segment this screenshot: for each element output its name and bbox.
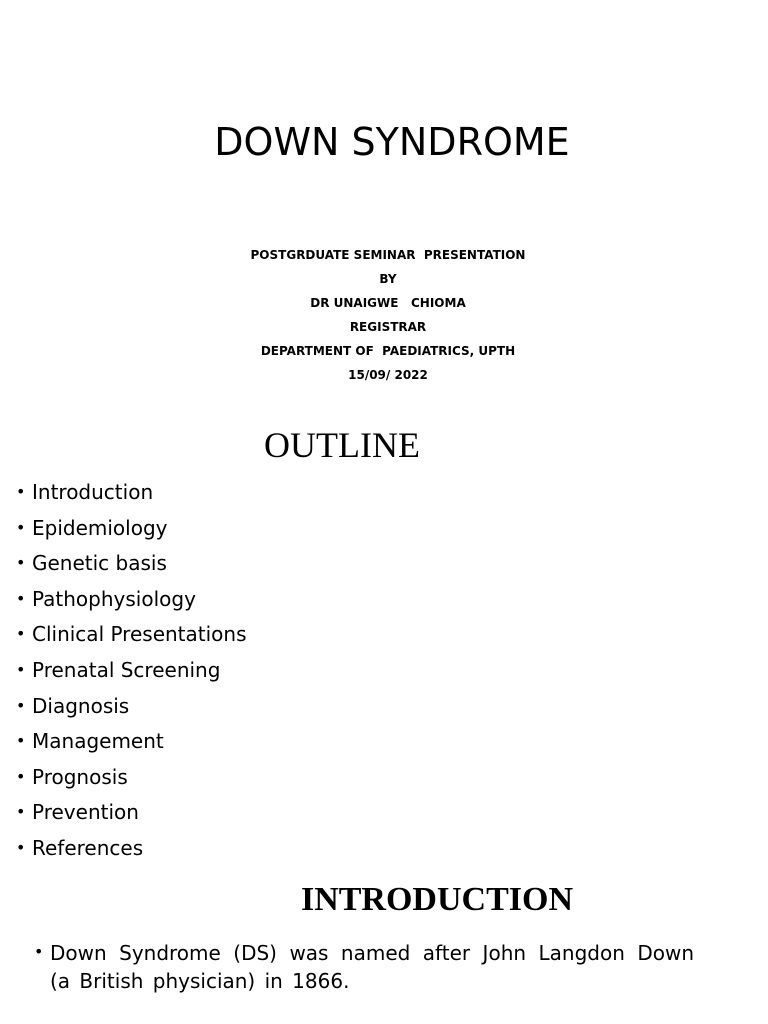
bullet-icon: • xyxy=(16,588,26,608)
list-item xyxy=(16,510,247,546)
list-item xyxy=(16,616,247,652)
list-item-label: Pathophysiology xyxy=(32,586,196,611)
bullet-icon: • xyxy=(16,482,26,501)
list-item-label: Diagnosis xyxy=(32,693,130,718)
list-item-label: Prevention xyxy=(32,800,139,825)
bullet-icon: • xyxy=(34,942,44,961)
list-item xyxy=(16,652,247,688)
bullet-icon: • xyxy=(16,802,26,822)
introduction-title: INTRODUCTION xyxy=(300,881,574,918)
list-item-text: Down Syndrome (DS) was named after John Langdon Down (a British physician) in 1866. xyxy=(50,941,694,993)
outline-list xyxy=(16,474,247,866)
presenter-info xyxy=(0,243,768,387)
list-item xyxy=(16,723,247,759)
list-item xyxy=(34,939,694,995)
list-item xyxy=(16,545,247,581)
presenter-role: REGISTRAR xyxy=(349,320,427,334)
list-item-label: Introduction xyxy=(32,480,154,504)
outline-title: OUTLINE xyxy=(264,425,420,465)
list-item-label: Epidemiology xyxy=(32,515,168,540)
introduction-slide xyxy=(0,875,768,1024)
list-item xyxy=(16,830,247,866)
list-item-label: References xyxy=(32,835,144,860)
list-item-label: Genetic basis xyxy=(32,551,167,576)
bullet-icon: • xyxy=(16,517,26,537)
bullet-icon: • xyxy=(16,624,26,644)
title-slide xyxy=(0,0,768,420)
list-item xyxy=(16,688,247,724)
list-item xyxy=(16,759,247,795)
list-item-label: Management xyxy=(32,729,164,754)
bullet-icon: • xyxy=(16,766,26,786)
bullet-icon: • xyxy=(16,837,26,857)
bullet-icon: • xyxy=(16,659,26,679)
list-item-label: Clinical Presentations xyxy=(32,622,247,647)
list-item-label: Prognosis xyxy=(32,764,128,789)
list-item xyxy=(16,474,247,510)
department-line: DEPARTMENT OF PAEDIATRICS, UPTH xyxy=(260,344,516,358)
bullet-icon: • xyxy=(16,731,26,751)
seminar-line: POSTGRDUATE SEMINAR PRESENTATION xyxy=(250,248,526,262)
bullet-icon: • xyxy=(16,553,26,573)
date-line: 15/09/ 2022 xyxy=(348,368,428,382)
by-line: BY xyxy=(379,272,397,286)
presenter-name: DR UNAIGWE CHIOMA xyxy=(310,296,466,310)
introduction-list xyxy=(34,939,694,995)
bullet-icon: • xyxy=(16,695,26,715)
list-item xyxy=(16,794,247,830)
outline-slide xyxy=(0,420,768,875)
list-item xyxy=(16,581,247,617)
list-item-label: Prenatal Screening xyxy=(32,657,221,682)
slide-title: DOWN SYNDROME xyxy=(214,120,570,164)
